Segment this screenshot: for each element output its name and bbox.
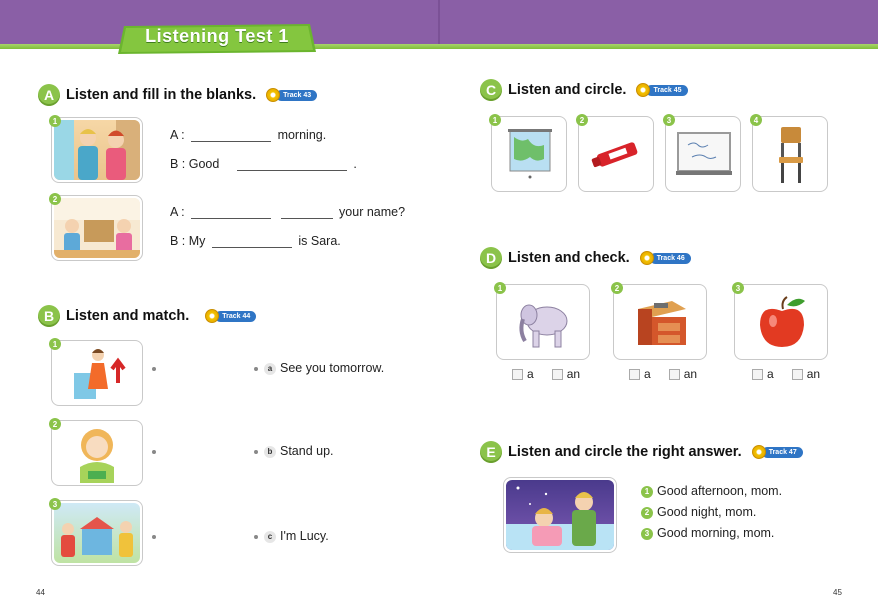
checkbox-an[interactable] (552, 369, 563, 380)
desk-icon (632, 295, 690, 351)
match-dot-left[interactable] (152, 450, 156, 454)
blank-field[interactable] (191, 129, 271, 142)
item-number: 3 (663, 114, 675, 126)
section-a-header (38, 84, 317, 106)
answer-number: 2 (641, 507, 653, 519)
section-b-header (38, 305, 256, 327)
checkbox-a[interactable] (512, 369, 523, 380)
answer-number: 1 (641, 486, 653, 498)
blank-field[interactable] (237, 158, 347, 171)
section-c-badge: C (480, 79, 502, 101)
cd-icon (752, 445, 766, 459)
item-number: 2 (576, 114, 588, 126)
page-number-right: 45 (833, 588, 842, 597)
d2-checks: a an (629, 367, 697, 381)
school-illustration (54, 503, 140, 563)
classroom-illustration (54, 198, 140, 258)
section-c-picture-4[interactable] (752, 116, 828, 192)
checkbox-an[interactable] (792, 369, 803, 380)
d3-checks: a an (752, 367, 820, 381)
option-letter: a (264, 363, 276, 375)
marker-icon (589, 139, 645, 169)
b-option-b: b Stand up. (264, 444, 334, 458)
blank-field[interactable] (281, 206, 333, 219)
standing-girl-illustration (54, 343, 140, 403)
item-number: 2 (49, 418, 61, 430)
a2-line-b: B : My is Sara. (170, 234, 341, 248)
section-b-title: Listen and match. (66, 308, 190, 324)
track-label: Track 43 (276, 90, 317, 101)
track-label: Track 46 (650, 253, 691, 264)
page-number-left: 44 (36, 588, 45, 597)
section-a-picture-1 (51, 117, 143, 183)
section-d-picture-2 (613, 284, 707, 360)
map-icon (506, 129, 554, 181)
e-answer-3[interactable]: 3 Good morning, mom. (641, 526, 774, 540)
item-number: 2 (611, 282, 623, 294)
match-dot-right[interactable] (254, 367, 258, 371)
title-banner (118, 22, 316, 56)
checkbox-an[interactable] (669, 369, 680, 380)
track-label: Track 44 (215, 311, 256, 322)
section-a-title: Listen and fill in the blanks. (66, 87, 257, 103)
lucy-illustration (54, 423, 140, 483)
section-d-badge: D (480, 247, 502, 269)
elephant-icon (515, 295, 573, 351)
section-a-track[interactable] (266, 88, 317, 102)
section-e-title: Listen and circle the right answer. (508, 444, 742, 460)
e-answer-2[interactable]: 2 Good night, mom. (641, 505, 756, 519)
b-option-a: a See you tomorrow. (264, 361, 384, 375)
section-d-header (480, 247, 691, 269)
section-d-picture-1 (496, 284, 590, 360)
blank-field[interactable] (191, 206, 271, 219)
option-letter: c (264, 531, 276, 543)
greeting-illustration (54, 120, 140, 180)
item-number: 2 (49, 193, 61, 205)
checkbox-a[interactable] (752, 369, 763, 380)
section-d-title: Listen and check. (508, 250, 630, 266)
page-fold (438, 0, 440, 47)
section-e-picture (503, 477, 617, 553)
page-title: Listening Test 1 (145, 26, 289, 46)
section-d-track[interactable] (640, 251, 691, 265)
blank-field[interactable] (212, 235, 292, 248)
item-number: 4 (750, 114, 762, 126)
a1-line-b: B : Good . (170, 157, 357, 171)
section-b-badge: B (38, 305, 60, 327)
section-e-header (480, 441, 803, 463)
section-b-picture-1 (51, 340, 143, 406)
b-option-c: c I'm Lucy. (264, 529, 329, 543)
track-label: Track 45 (646, 85, 687, 96)
item-number: 1 (49, 338, 61, 350)
d1-checks: a an (512, 367, 580, 381)
a2-line-a: A : your name? (170, 205, 406, 219)
e-answer-1[interactable]: 1 Good afternoon, mom. (641, 484, 782, 498)
match-dot-left[interactable] (152, 535, 156, 539)
match-dot-right[interactable] (254, 450, 258, 454)
item-number: 1 (489, 114, 501, 126)
section-c-picture-2[interactable] (578, 116, 654, 192)
section-c-picture-1[interactable] (491, 116, 567, 192)
section-d-picture-3 (734, 284, 828, 360)
option-letter: b (264, 446, 276, 458)
item-number: 1 (494, 282, 506, 294)
section-e-track[interactable] (752, 445, 803, 459)
section-a-badge: A (38, 84, 60, 106)
section-a-picture-2 (51, 195, 143, 261)
match-dot-left[interactable] (152, 367, 156, 371)
section-b-track[interactable] (205, 309, 256, 323)
section-b-picture-3 (51, 500, 143, 566)
section-c-picture-3[interactable] (665, 116, 741, 192)
item-number: 3 (49, 498, 61, 510)
a1-line-a: A : morning. (170, 128, 327, 142)
whiteboard-icon (676, 131, 732, 177)
item-number: 3 (732, 282, 744, 294)
section-e-badge: E (480, 441, 502, 463)
section-b-picture-2 (51, 420, 143, 486)
section-c-track[interactable] (636, 83, 687, 97)
answer-number: 3 (641, 528, 653, 540)
cd-icon (640, 251, 654, 265)
apple-icon (757, 295, 807, 351)
section-c-title: Listen and circle. (508, 82, 627, 98)
track-label: Track 47 (762, 447, 803, 458)
item-number: 1 (49, 115, 61, 127)
bedtime-illustration (506, 480, 614, 550)
section-c-header (480, 79, 688, 101)
checkbox-a[interactable] (629, 369, 640, 380)
chair-icon (775, 125, 807, 185)
match-dot-right[interactable] (254, 535, 258, 539)
